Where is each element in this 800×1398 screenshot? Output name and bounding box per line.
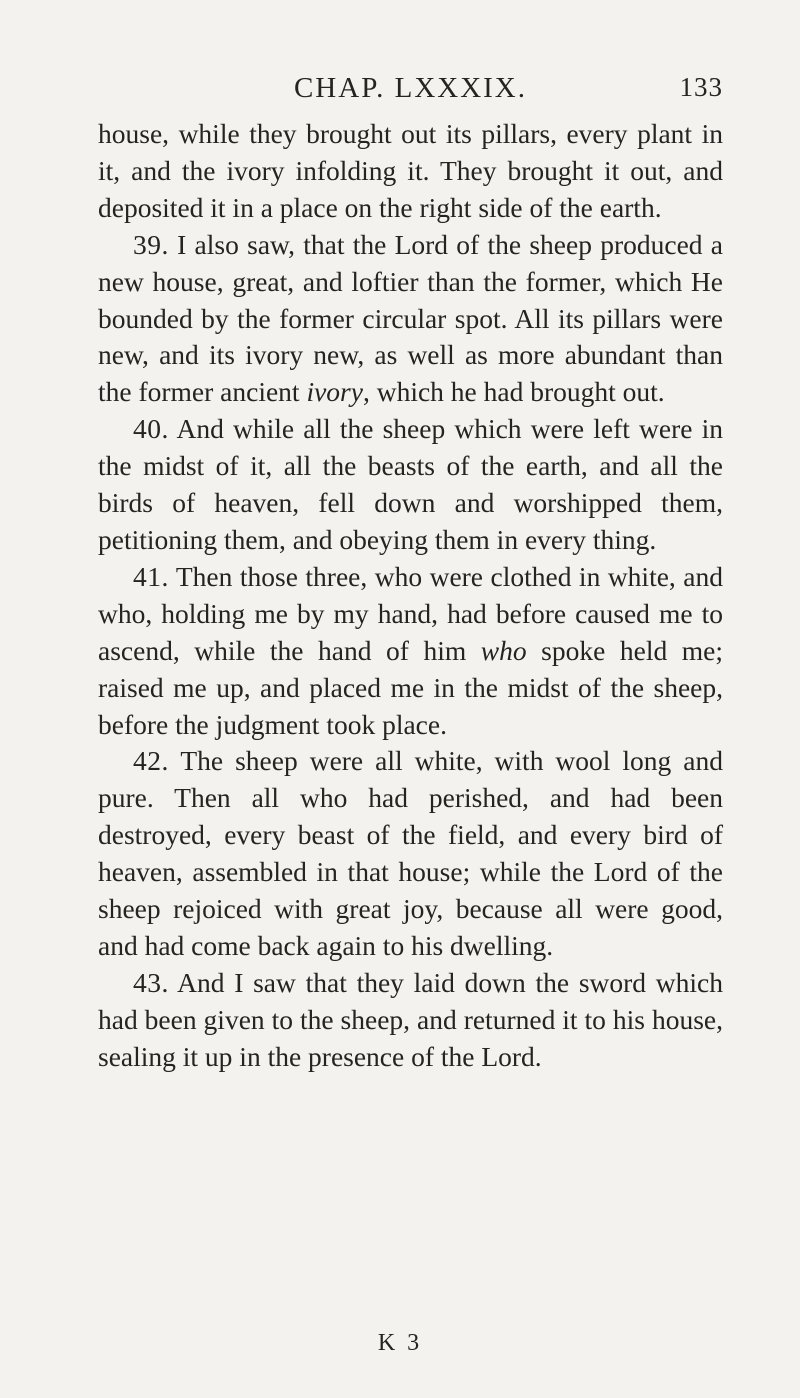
paragraph-continued [98,116,723,227]
running-head: CHAP. LXXXIX. [293,72,528,104]
page-number: 133 [679,72,723,102]
paragraph-39 [98,227,723,412]
paragraph-41 [98,559,723,744]
verse-number: 42. [133,745,169,777]
paragraph-text: Then those three, who were clothed in white, and who, holding me by my hand, had before caused me to ascend, while the hand of him [98,560,723,666]
paragraph-text: I also saw, that the Lord of the sheep produced a new house, great, and loftier than the former, which He bounded by the former circular spot. All its pillars were new, and its ivory new, as well as more abundant than the former ancient [98,228,723,408]
page-header [98,72,723,112]
paragraph-42 [98,743,723,964]
paragraph-text: And while all the sheep which were left were in the midst of it, all the beasts of the earth, and all the birds of heaven, fell down and worshipped them, petitioning them, and obeying them in every thing. [98,413,723,555]
paragraph-text: And I saw that they laid down the sword which had been given to the sheep, and returned it to his house, sealing it up in the presence of the Lord. [98,966,723,1072]
verse-number: 40. [133,413,169,445]
paragraph-text: The sheep were all white, with wool long and pure. Then all who had perished, and had been destroyed, every beast of the field, and every bird of heaven, assembled in that house; while the Lord of the sheep rejoiced with great joy, because all were good, and had come back again to his dwelling. [98,745,723,961]
paragraph-text: house, while they brought out its pillars, every plant in it, and the ivory infolding it. They brought it out, and deposited it in a place on the right side of the earth. [98,118,723,223]
paragraph-text-end: , which he had brought out. [362,376,665,408]
verse-number: 39. [133,228,169,260]
verse-number: 41. [133,560,169,592]
italic-word: ivory [306,376,363,408]
italic-word: who [480,634,527,666]
paragraph-text-end: spoke held me; raised me up, and placed me in the midst of the sheep, before the judgment took place. [98,634,723,740]
signature-mark: K 3 [377,1330,423,1356]
page-body [98,116,723,1076]
paragraph-40 [98,411,723,559]
verse-number: 43. [133,966,169,998]
paragraph-43 [98,965,723,1076]
